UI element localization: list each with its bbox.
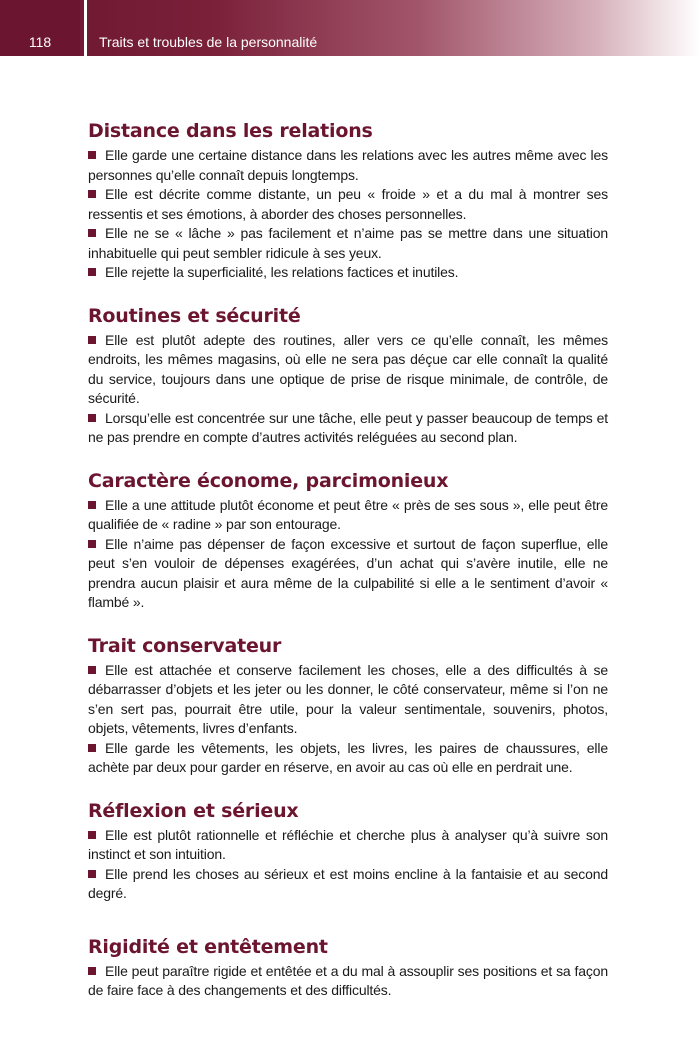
list-item xyxy=(88,962,608,1001)
section-routines xyxy=(88,303,608,448)
item-text: Elle ne se « lâche » pas facilement et n’aime pas se mettre dans une situation inhabituelle qui peut sembler ridicule à ses yeux. xyxy=(88,225,608,261)
square-bullet-icon xyxy=(88,151,96,159)
list-item xyxy=(88,409,608,448)
list-item xyxy=(88,661,608,739)
section-heading: Distance dans les relations xyxy=(88,120,373,142)
header-divider xyxy=(84,0,87,56)
list-item xyxy=(88,496,608,535)
list-item xyxy=(88,146,608,185)
square-bullet-icon xyxy=(88,336,96,344)
item-text: Elle rejette la superficialité, les relations factices et inutiles. xyxy=(105,264,459,280)
section-heading: Caractère économe, parcimonieux xyxy=(88,469,449,492)
item-text: Elle garde une certaine distance dans les relations avec les autres même avec les personnes qu’elle connaît depuis longtemps. xyxy=(88,147,608,183)
item-text: Elle est plutôt adepte des routines, aller vers ce qu’elle connaît, les mêmes endroits, les mêmes magasins, où elle ne sera pas déçue car elle connaît la qualité du service, toujours dans une optique de prise de risque minimale, de contrôle, de sécurité. xyxy=(88,331,608,406)
square-bullet-icon xyxy=(88,744,96,752)
item-text: Elle a une attitude plutôt économe et peut être « près de ses sous », elle peut être qualifiée de « radine » par son entourage. xyxy=(88,496,608,532)
list-item xyxy=(88,331,608,409)
section-econome xyxy=(88,468,608,613)
square-bullet-icon xyxy=(88,501,96,509)
item-text: Elle n’aime pas dépenser de façon excessive et surtout de façon superflue, elle peut s’en vouloir de dépenses exagérées, d’un achat qui s’avère inutile, elle ne prendra aucun plaisir et aura même de la culpabilité si elle a le sentiment d’avoir « flambé ». xyxy=(88,535,608,610)
section-conservateur xyxy=(88,633,608,778)
item-text: Elle peut paraître rigide et entêtée et a du mal à assouplir ses positions et sa façon de faire face à des changements et des difficultés. xyxy=(88,962,608,998)
section-heading: Rigidité et entêtement xyxy=(88,935,328,958)
square-bullet-icon xyxy=(88,540,96,548)
item-text: Elle garde les vêtements, les objets, les livres, les paires de chaussures, elle achète par deux pour garder en réserve, en avoir au cas où elle en perdrait une. xyxy=(88,739,608,775)
section-heading: Réflexion et sérieux xyxy=(88,799,299,822)
square-bullet-icon xyxy=(88,229,96,237)
item-text: Elle est décrite comme distante, un peu « froide » et a du mal à montrer ses ressentis et ses émotions, à aborder des choses personnelles. xyxy=(88,186,608,222)
item-text: Elle prend les choses au sérieux et est moins encline à la fantaisie et au second degré. xyxy=(88,865,608,901)
item-text: Lorsqu’elle est concentrée sur une tâche, elle peut y passer beaucoup de temps et ne pas prendre en compte d’autres activités reléguées au second plan. xyxy=(88,409,608,445)
list-item xyxy=(88,535,608,613)
list-item xyxy=(88,224,608,263)
list-item xyxy=(88,739,608,778)
section-distance xyxy=(88,118,608,283)
square-bullet-icon xyxy=(88,190,96,198)
list-item xyxy=(88,185,608,224)
page-header xyxy=(0,0,700,56)
square-bullet-icon xyxy=(88,414,96,422)
item-text: Elle est plutôt rationnelle et réfléchie et cherche plus à analyser qu’à suivre son instinct et son intuition. xyxy=(88,826,608,862)
list-item xyxy=(88,826,608,865)
section-heading: Routines et sécurité xyxy=(88,304,301,327)
list-item xyxy=(88,263,608,283)
square-bullet-icon xyxy=(88,666,96,674)
running-title: Traits et troubles de la personnalité xyxy=(99,34,318,50)
section-reflexion xyxy=(88,798,608,904)
square-bullet-icon xyxy=(88,268,96,276)
page-content xyxy=(88,118,608,1001)
section-rigidite xyxy=(88,934,608,1001)
square-bullet-icon xyxy=(88,831,96,839)
section-heading: Trait conservateur xyxy=(88,634,282,657)
page-number: 118 xyxy=(0,0,80,56)
square-bullet-icon xyxy=(88,967,96,975)
item-text: Elle est attachée et conserve facilement les choses, elle a des difficultés à se débarrasser d’objets et les jeter ou les donner, le côté conservateur, même si l’on ne s’en sert pas, pourrait être utile, pour la valeur sentimentale, souvenirs, photos, objets, vêtements, livres d’enfants. xyxy=(88,661,608,736)
square-bullet-icon xyxy=(88,870,96,878)
list-item xyxy=(88,865,608,904)
